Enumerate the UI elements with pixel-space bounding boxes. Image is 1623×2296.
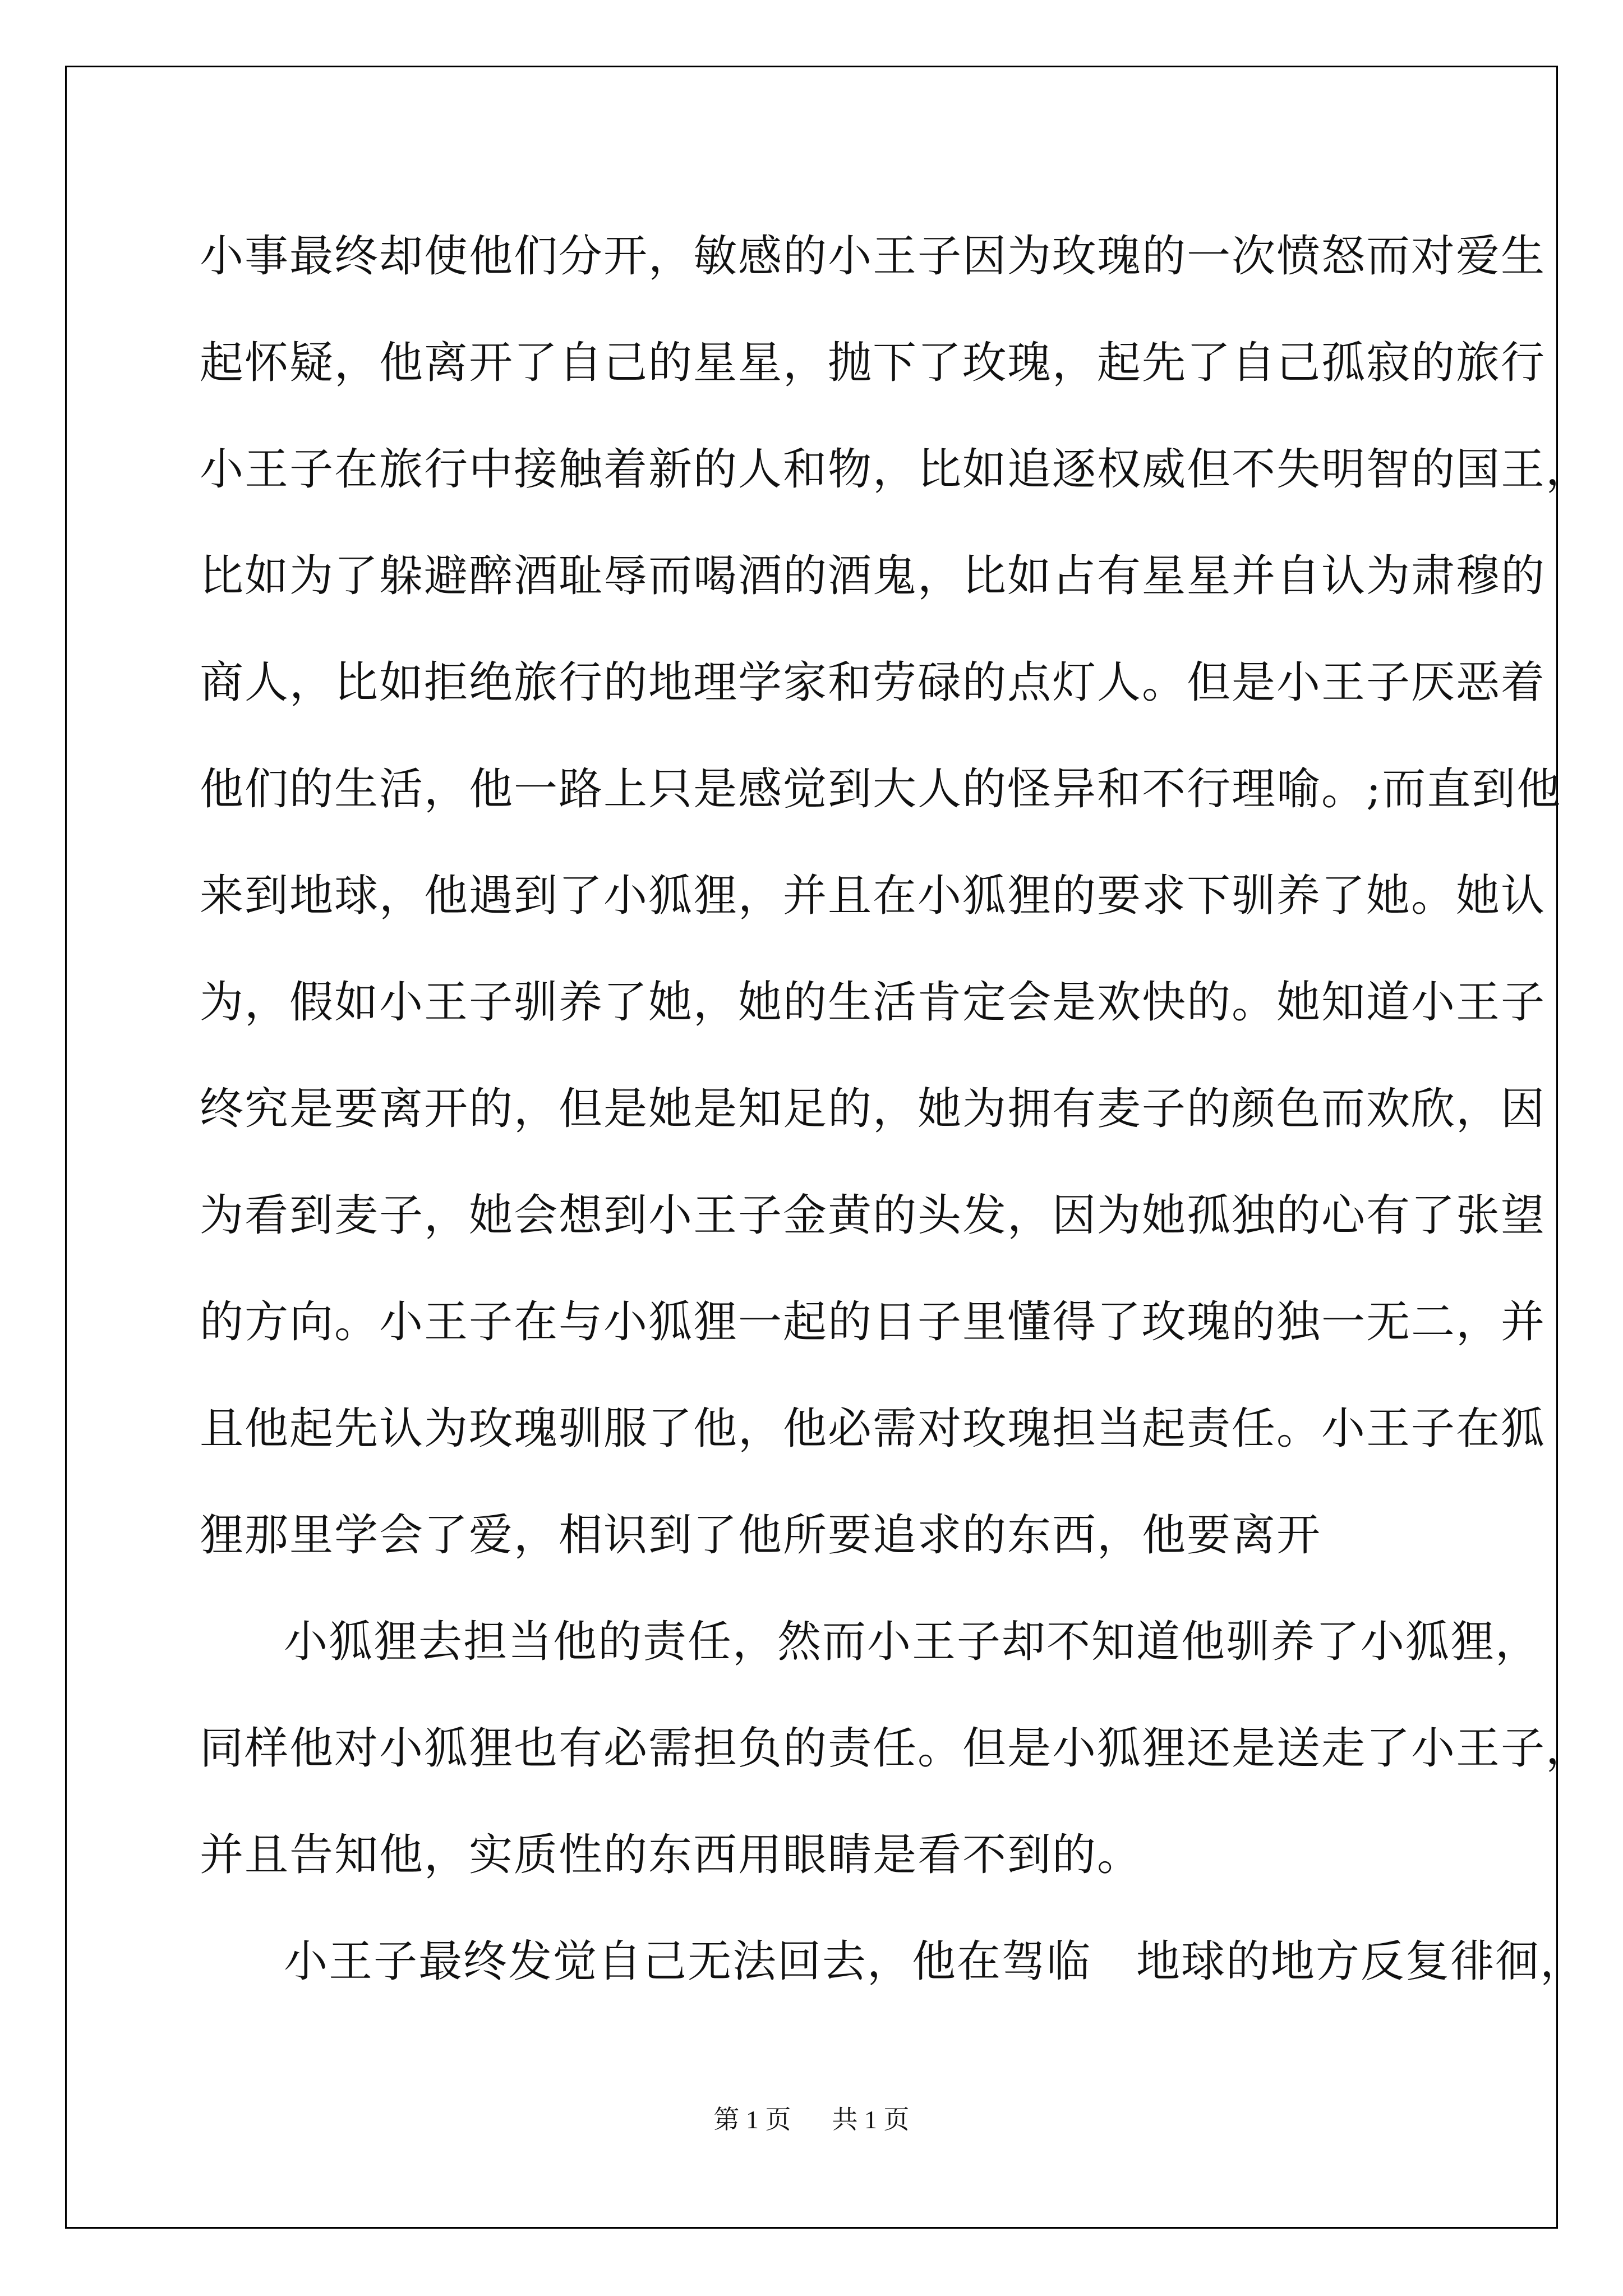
text-line: 为看到麦子，她会想到小王子金黄的头发，因为她孤独的心有了张望: [200, 1190, 1546, 1241]
text-line: 他们的生活，他一路上只是感觉到大人的怪异和不行理喻。;而直到他: [200, 764, 1562, 815]
text-line: 比如为了躲避醉酒耻辱而喝酒的酒鬼，比如占有星星并自认为肃穆的: [200, 551, 1546, 601]
text-line: 起怀疑，他离开了自己的星星，抛下了玫瑰，起先了自己孤寂的旅行: [200, 338, 1546, 388]
text-line: 为，假如小王子驯养了她，她的生活肯定会是欢快的。她知道小王子: [200, 977, 1546, 1028]
page-footer: [0, 2099, 1623, 2136]
text-line: 的方向。小王子在与小狐狸一起的日子里懂得了玫瑰的独一无二，并: [200, 1297, 1546, 1347]
text-line: 来到地球，他遇到了小狐狸，并且在小狐狸的要求下驯养了她。她认: [200, 871, 1546, 921]
text-line: 同样他对小狐狸也有必需担负的责任。但是小狐狸还是送走了小王子，: [200, 1723, 1591, 1774]
text-line: 并且告知他，实质性的东西用眼睛是看不到的。: [200, 1830, 1142, 1880]
document-body: [200, 203, 1591, 2015]
paragraph-start-line: 小狐狸去担当他的责任，然而小王子却不知道他驯养了小狐狸，: [284, 1617, 1541, 1667]
page-total: 共 1 页: [832, 2105, 910, 2134]
text-line: 终究是要离开的，但是她是知足的，她为拥有麦子的颜色而欢欣，因: [200, 1084, 1546, 1134]
text-line: 小王子在旅行中接触着新的人和物，比如追逐权威但不失明智的国王，: [200, 444, 1591, 495]
page-number: 第 1 页: [713, 2105, 791, 2134]
text-line: 商人，比如拒绝旅行的地理学家和劳碌的点灯人。但是小王子厌恶着: [200, 657, 1546, 708]
paragraph-start-line: 小王子最终发觉自己无法回去，他在驾临 地球的地方反复徘徊，: [284, 1936, 1585, 1987]
text-line: 且他起先认为玫瑰驯服了他，他必需对玫瑰担当起责任。小王子在狐: [200, 1404, 1546, 1454]
text-line: 狸那里学会了爱，相识到了他所要追求的东西，他要离开: [200, 1510, 1322, 1561]
text-line: 小事最终却使他们分开，敏感的小王子因为玫瑰的一次愤怒而对爱生: [200, 231, 1546, 282]
